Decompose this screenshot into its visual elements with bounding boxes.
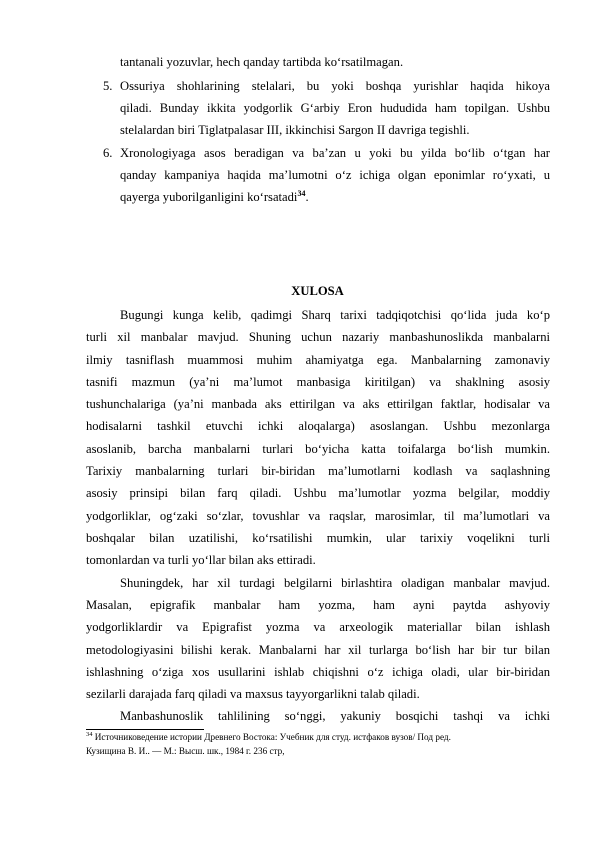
section-title: XULOSA [291,284,344,298]
paragraph-1-line: ilmiy tasniflash muammosi muhim ahamiyatga ega. Manbalarning zamonaviy [86,353,550,367]
list-item-5-line: qiladi. Bunday ikkita yodgorlik G‘arbiy Eron hududida ham topilgan. Ushbu [120,101,550,115]
paragraph-1-line-last: tomonlardan va turli yo‘llar bilan aks ettiradi. [86,553,316,567]
paragraph-1-line: Bugungi kunga kelib, qadimgi Sharq tarixi tadqiqotchisi qo‘lida juda ko‘p [120,308,550,322]
paragraph-2-line: metodologiyasini bilishi kerak. Manbalarni har xil turlarga bo‘lish har bir tur bilan [86,643,550,657]
paragraph-2-line: Shuningdek, har xil turdagi belgilarni birlashtira oladigan manbalar mavjud. [120,576,550,590]
footnote-reference[interactable]: 34 [297,188,306,198]
paragraph-1-line: boshqalar bilan uzatilishi, ko‘rsatilishi mumkin, ular tarixiy voqelikni turli [86,531,550,545]
paragraph-2-line: ishlashning o‘ziga xos usullarini ishlab chiqishni o‘z ichiga oladi, ular bir-biridan [86,665,550,679]
footnote-line [86,731,451,743]
paragraph-1-line: asosiy prinsipi bilan farq qiladi. Ushbu ma’lumotlar yozma belgilar, moddiy [86,486,550,500]
paragraph-2-line: yodgorliklardir va Epigrafist yozma va arxeologik materiallar bilan ishlash [86,620,550,634]
list-number-6: 6. [103,146,113,160]
list-item-6-line: Xronologiyaga asos beradigan va ba’zan u yoki bu yilda bo‘lib o‘tgan har [120,146,550,160]
paragraph-2-line: Masalan, epigrafik manbalar ham yozma, ham ayni paytda ashyoviy [86,598,550,612]
paragraph-1-line: tushunchalariga (ya’ni manbada aks ettirilgan va aks ettirilgan faktlar, hodisalar va [86,397,550,411]
paragraph-1-line: hodisalarni tashkil etuvchi ichki aloqalarga) asoslangan. Ushbu mezonlarga [86,419,550,433]
paragraph-2-line-last: sezilarli darajada farq qiladi va maxsus tayyorgarlikni talab qiladi. [86,687,420,701]
paragraph-3-line: Manbashunoslik tahlilining so‘nggi, yakuniy bosqichi tashqi va ichki [120,709,550,723]
list-number-5: 5. [103,79,113,93]
list-item-6-text: qayerga yuborilganligini ko‘rsatadi [120,190,298,204]
footnote-line: Кузищина В. И.. — М.: Высш. шк., 1984 г. 236 стр, [86,746,285,756]
footnote-divider [86,729,204,730]
paragraph-1-line: tasnifi mazmun (ya’ni ma’lumot manbasiga kiritilgan) va shaklning asosiy [86,375,550,389]
footnote-number: 34 [86,730,93,738]
footnote-text: Источниковедение истории Древнего Востока: Учебник для студ. истфаков вузов/ Под ред. [92,732,451,742]
list-item-5-line: Ossuriya shohlarining stelalari, bu yoki boshqa yurishlar haqida hikoya [120,79,550,93]
paragraph-1-line: turli xil manbalar mavjud. Shuning uchun nazariy manbashunoslikda manbalarni [86,330,550,344]
paragraph-1-line: asoslanib, barcha manbalarni turlari bo‘yicha katta toifalarga bo‘lish mumkin. [86,442,550,456]
paragraph-1-line: yodgorliklar, og‘zaki so‘zlar, tovushlar va raqslar, marosimlar, til ma’lumotlari va [86,509,550,523]
list-item-6-period: . [305,190,309,204]
paragraph-1-line: Tarixiy manbalarning turlari bir-biridan ma’lumotlarni kodlash va saqlashning [86,464,550,478]
list-item-6-line-last [120,189,550,205]
list-item-5-line: stelalardan biri Tiglatpalasar III, ikkinchisi Sargon II davriga tegishli. [120,123,470,137]
list-item-6-line: qanday kampaniya haqida ma’lumotni o‘z ichiga olgan eponimlar ro‘yxati, u [120,168,550,182]
list-item-4-continuation: tantanali yozuvlar, hech qanday tartibda ko‘rsatilmagan. [120,55,404,69]
